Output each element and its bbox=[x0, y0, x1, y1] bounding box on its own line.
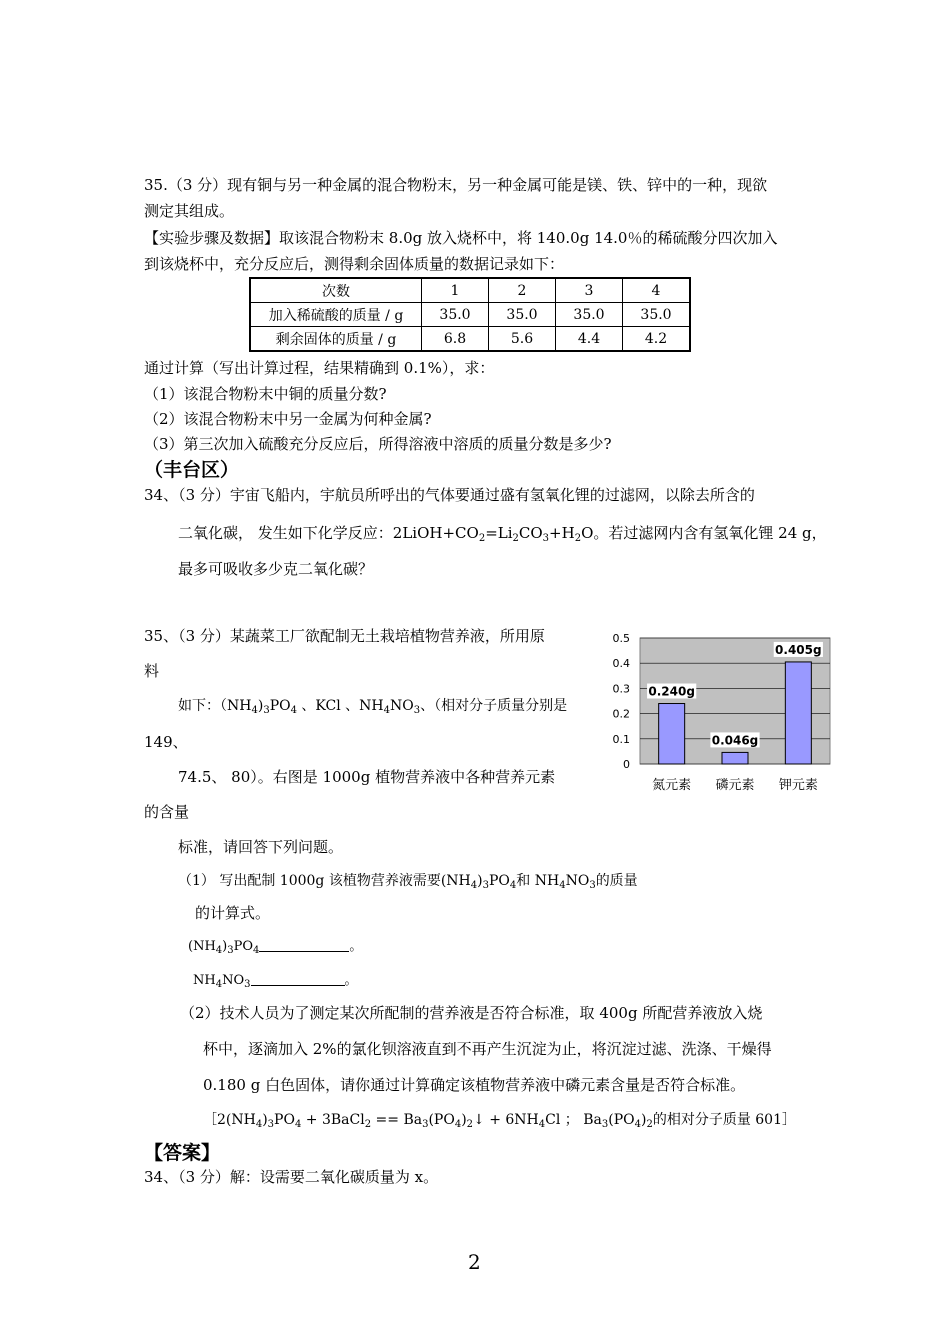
table-cell: 35.0 bbox=[623, 303, 691, 327]
table-row bbox=[250, 303, 690, 327]
table-cell: 次数 bbox=[250, 278, 422, 303]
q35b-part1: （1） 写出配制 1000g 该植物营养液需要$(NH_4)_3PO_4$和 $NH_4NO_3$的质量 bbox=[178, 873, 638, 891]
blank-end: 。 bbox=[349, 939, 363, 954]
q34-line1: 34、（3 分）宇宙飞船内，宇航员所呼出的气体要通过盛有氢氧化锂的过滤网，以除去所含的 bbox=[144, 486, 755, 504]
precipitation-equation: $[2(NH_4)_3PO_4$ + 3BaCl$_2$ == $Ba_3(PO_4)_2↓ + 6NH_4Cl$ ； $Ba_3(PO_4)_2$的相对分子质量 601］ bbox=[203, 1112, 796, 1130]
blank-line[interactable] bbox=[259, 937, 349, 952]
q35b-line4: 149、 bbox=[144, 733, 188, 751]
bar bbox=[785, 662, 811, 764]
data-table bbox=[249, 277, 691, 352]
q35-line1: 35.（3 分）现有铜与另一种金属的混合物粉末，另一种金属可能是镁、铁、锌中的一种，现欲 bbox=[144, 176, 768, 194]
q35b-part2-a: （2）技术人员为了测定某次所配制的营养液是否符合标准，取 400g 所配营养液放入烧 bbox=[180, 1004, 763, 1022]
q35b-line6: 的含量 bbox=[144, 803, 190, 821]
data-label: 0.240g bbox=[648, 684, 695, 699]
q35b-part1-b: 和 NH bbox=[516, 873, 560, 889]
q35-line3: 【实验步骤及数据】取该混合物粉末 8.0g 放入烧杯中，将 140.0g 14.0％的稀硫酸分四次加入 bbox=[144, 229, 778, 247]
q35b-line1: 35、（3 分）某蔬菜工厂欲配制无土栽培植物营养液，所用原 bbox=[144, 627, 545, 645]
blank-end: 。 bbox=[344, 973, 358, 988]
table-cell: 35.0 bbox=[489, 303, 556, 327]
table-cell: 5.6 bbox=[489, 327, 556, 352]
section-heading: （丰台区） bbox=[144, 459, 240, 481]
q35b-part1-a: （1） 写出配制 1000g 该植物营养液需要(NH bbox=[178, 873, 471, 889]
q35-sub3: （3）第三次加入硫酸充分反应后，所得溶液中溶质的质量分数是多少? bbox=[144, 435, 612, 453]
y-tick-label: 0 bbox=[623, 758, 630, 771]
table-cell: 4.2 bbox=[623, 327, 691, 352]
table-cell: 35.0 bbox=[422, 303, 489, 327]
answer-blank-2: $NH_4NO_3$ 。 bbox=[193, 973, 358, 990]
bar bbox=[722, 752, 748, 764]
table-cell: 加入稀硫酸的质量 / g bbox=[250, 303, 422, 327]
q35b-part2-b: 杯中，逐滴加入 2%的氯化钡溶液直到不再产生沉淀为止，将沉淀过滤、洗涤、干燥得 bbox=[203, 1040, 772, 1058]
table-row bbox=[250, 327, 690, 352]
table-cell: 3 bbox=[556, 278, 623, 303]
q35-line4: 到该烧杯中，充分反应后，测得剩余固体质量的数据记录如下： bbox=[144, 255, 565, 273]
y-tick-label: 0.4 bbox=[612, 657, 630, 671]
q35-calc: 通过计算（写出计算过程，结果精确到 0.1%），求： bbox=[144, 359, 495, 377]
q35-line2: 测定其组成。 bbox=[144, 202, 235, 220]
y-tick-label: 0.3 bbox=[612, 682, 630, 696]
q35b-line3-c: 、（相对分子质量分别是 bbox=[420, 698, 568, 714]
answer-blank-1: $(NH_4)_3PO_4$ 。 bbox=[188, 939, 363, 956]
q34-line2 bbox=[178, 522, 827, 544]
answer-line: 34、（3 分）解：设需要二氧化碳质量为 x。 bbox=[144, 1168, 439, 1186]
bar bbox=[659, 704, 685, 764]
q35b-line3: 如下：$(NH_4)_3PO_4$ 、KCl 、$NH_4NO_3$、（相对分子质量分别是 bbox=[178, 698, 568, 716]
q35b-part2-c: 0.180 g 白色固体，请你通过计算确定该植物营养液中磷元素含量是否符合标准。 bbox=[203, 1076, 746, 1094]
q34-line3: 最多可吸收多少克二氧化碳？ bbox=[178, 560, 374, 578]
table-cell: 剩余固体的质量 / g bbox=[250, 327, 422, 352]
q35b-line5: 74.5、 80）。右图是 1000g 植物营养液中各种营养元素 bbox=[178, 768, 556, 786]
page-number: 2 bbox=[468, 1250, 481, 1274]
y-tick-label: 0.2 bbox=[612, 707, 630, 721]
table-cell: 4.4 bbox=[556, 327, 623, 352]
q35b-part1-c: 的质量 bbox=[595, 873, 638, 889]
table-cell: 2 bbox=[489, 278, 556, 303]
x-tick-label: 氮元素 bbox=[652, 778, 692, 793]
q35b-line2: 料 bbox=[144, 662, 160, 680]
data-label: 0.405g bbox=[775, 642, 822, 657]
x-tick-label: 钾元素 bbox=[778, 778, 818, 793]
x-tick-label: 磷元素 bbox=[715, 778, 755, 793]
table-cell: 1 bbox=[422, 278, 489, 303]
table-row bbox=[250, 278, 690, 303]
blank-line[interactable] bbox=[251, 971, 345, 986]
table-cell: 4 bbox=[623, 278, 691, 303]
y-tick-label: 0.1 bbox=[612, 732, 630, 746]
table-cell: 35.0 bbox=[556, 303, 623, 327]
q35-sub1: （1）该混合物粉末中铜的质量分数? bbox=[144, 385, 387, 403]
data-label: 0.046g bbox=[711, 733, 759, 748]
table-cell: 6.8 bbox=[422, 327, 489, 352]
q35b-line3-b: 、KCl 、NH bbox=[301, 698, 384, 714]
q35b-line7: 标准，请回答下列问题。 bbox=[178, 838, 344, 856]
q35-sub2: （2）该混合物粉末中另一金属为何种金属? bbox=[144, 410, 432, 428]
q35b-part1-d: 的计算式。 bbox=[195, 904, 271, 922]
answer-heading: 【答案】 bbox=[144, 1142, 221, 1164]
y-tick-label: 0.5 bbox=[612, 632, 630, 645]
equation-end: 的相对分子质量 601］ bbox=[652, 1112, 796, 1128]
q34-line2-tail: 。若过滤网内含有氢氧化锂 24 g， bbox=[593, 524, 827, 542]
nutrient-bar-chart bbox=[604, 628, 836, 796]
reaction-equation: $2LiOH+CO_2=Li_2CO_3+H_2O$ bbox=[392, 524, 594, 544]
q35b-line3-a: 如下：（NH bbox=[178, 698, 252, 714]
q34-line2-text: 二氧化碳， 发生如下化学反应： bbox=[178, 524, 393, 542]
